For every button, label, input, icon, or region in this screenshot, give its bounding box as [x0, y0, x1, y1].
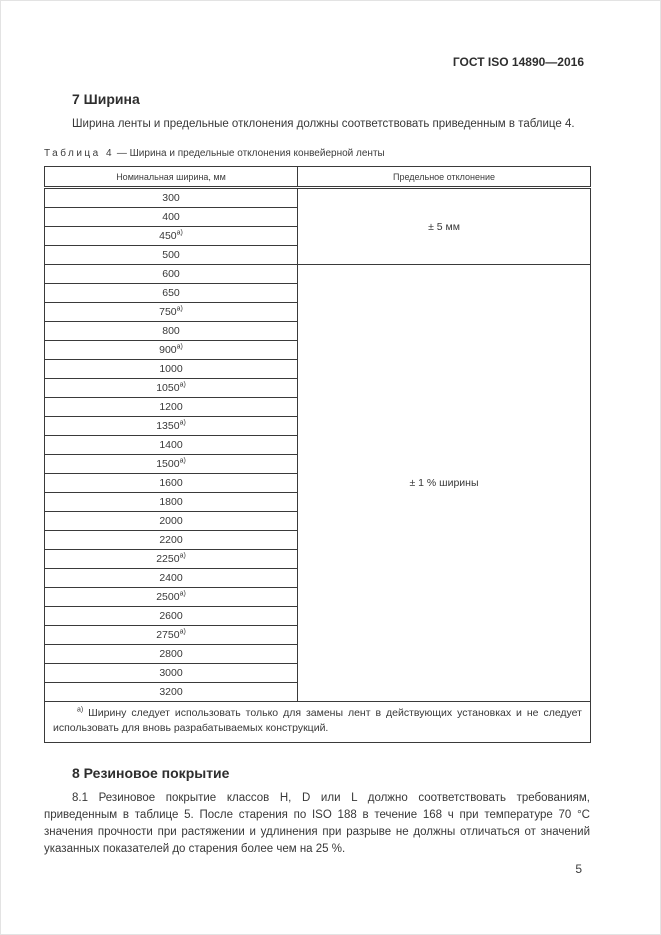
- tolerance-cell: ± 1 % ширины: [298, 265, 591, 702]
- table-row: [45, 265, 591, 284]
- table-caption-dash: —: [116, 148, 127, 159]
- width-cell: 2250$^{a)}$: [45, 550, 298, 569]
- width-cell: 300: [45, 188, 298, 208]
- section-7-paragraph: Ширина ленты и предельные отклонения должны соответствовать приведенным в таблице 4.: [72, 118, 575, 130]
- footnote-text: Ширину следует использовать только для замены лент в действующих установках и не следует использовать для вновь разрабатываемых конструкций.: [53, 707, 582, 734]
- width-tolerance-table: [44, 166, 591, 743]
- footnote-ref: a): [179, 590, 186, 598]
- width-cell: 650: [45, 284, 298, 303]
- width-cell: 1350$^{a)}$: [45, 417, 298, 436]
- width-cell: 1400: [45, 436, 298, 455]
- width-cell: 1200: [45, 398, 298, 417]
- running-header: ГОСТ ISO 14890—2016: [452, 55, 584, 69]
- table-header-row: [45, 167, 591, 188]
- width-cell: 400: [45, 208, 298, 227]
- column-header-nominal-width: Номинальная ширина, мм: [45, 167, 298, 188]
- footnote-ref: a): [176, 229, 183, 237]
- width-cell: 500: [45, 246, 298, 265]
- footnote-ref: a): [176, 305, 183, 313]
- width-cell: 1600: [45, 474, 298, 493]
- width-cell: 1000: [45, 360, 298, 379]
- table-row: [45, 188, 591, 208]
- width-cell: 3000: [45, 664, 298, 683]
- width-cell: 2600: [45, 607, 298, 626]
- footnote-ref: a): [179, 628, 186, 636]
- footnote-ref: a): [179, 419, 186, 427]
- width-table-body: [45, 188, 591, 702]
- width-cell: 2750$^{a)}$: [45, 626, 298, 645]
- footnote-ref: a): [179, 457, 186, 465]
- width-cell: 600: [45, 265, 298, 284]
- footnote-row: [45, 702, 591, 743]
- section-7-heading: 7 Ширина: [72, 91, 140, 107]
- table-caption-label: Таблица 4: [44, 148, 115, 159]
- footnote-ref: a): [176, 343, 183, 351]
- width-cell: 2200: [45, 531, 298, 550]
- width-cell: 3200: [45, 683, 298, 702]
- width-cell: 450$^{a)}$: [45, 227, 298, 246]
- footnote-marker: a): [77, 706, 84, 714]
- width-cell: 1800: [45, 493, 298, 512]
- table-4-caption: [44, 147, 590, 160]
- width-cell: 800: [45, 322, 298, 341]
- section-8-paragraph: 8.1 Резиновое покрытие классов H, D или L должно соответствовать требованиям, приведенным в таблице 5. После старения по ISO 188 в течение 168 ч при температуре 70 °С значения прочности при растяжении и удлинения при разрыве не должны отличаться от значений указанных показателей до старения более чем на 25 %.: [44, 792, 590, 855]
- width-cell: 2500$^{a)}$: [45, 588, 298, 607]
- width-cell: 2000: [45, 512, 298, 531]
- width-cell: 750$^{a)}$: [45, 303, 298, 322]
- width-cell: 900$^{a)}$: [45, 341, 298, 360]
- width-cell: 2400: [45, 569, 298, 588]
- width-cell: 1500$^{a)}$: [45, 455, 298, 474]
- table-caption-title: Ширина и предельные отклонения конвейерной ленты: [129, 148, 385, 159]
- width-cell: 2800: [45, 645, 298, 664]
- page-number: 5: [575, 862, 582, 876]
- footnote-ref: a): [179, 552, 186, 560]
- section-8-heading: 8 Резиновое покрытие: [72, 765, 230, 781]
- tolerance-cell: ± 5 мм: [298, 188, 591, 265]
- width-cell: 1050$^{a)}$: [45, 379, 298, 398]
- footnote-ref: a): [179, 381, 186, 389]
- table-footnote: [45, 702, 591, 743]
- column-header-tolerance: Предельное отклонение: [298, 167, 591, 188]
